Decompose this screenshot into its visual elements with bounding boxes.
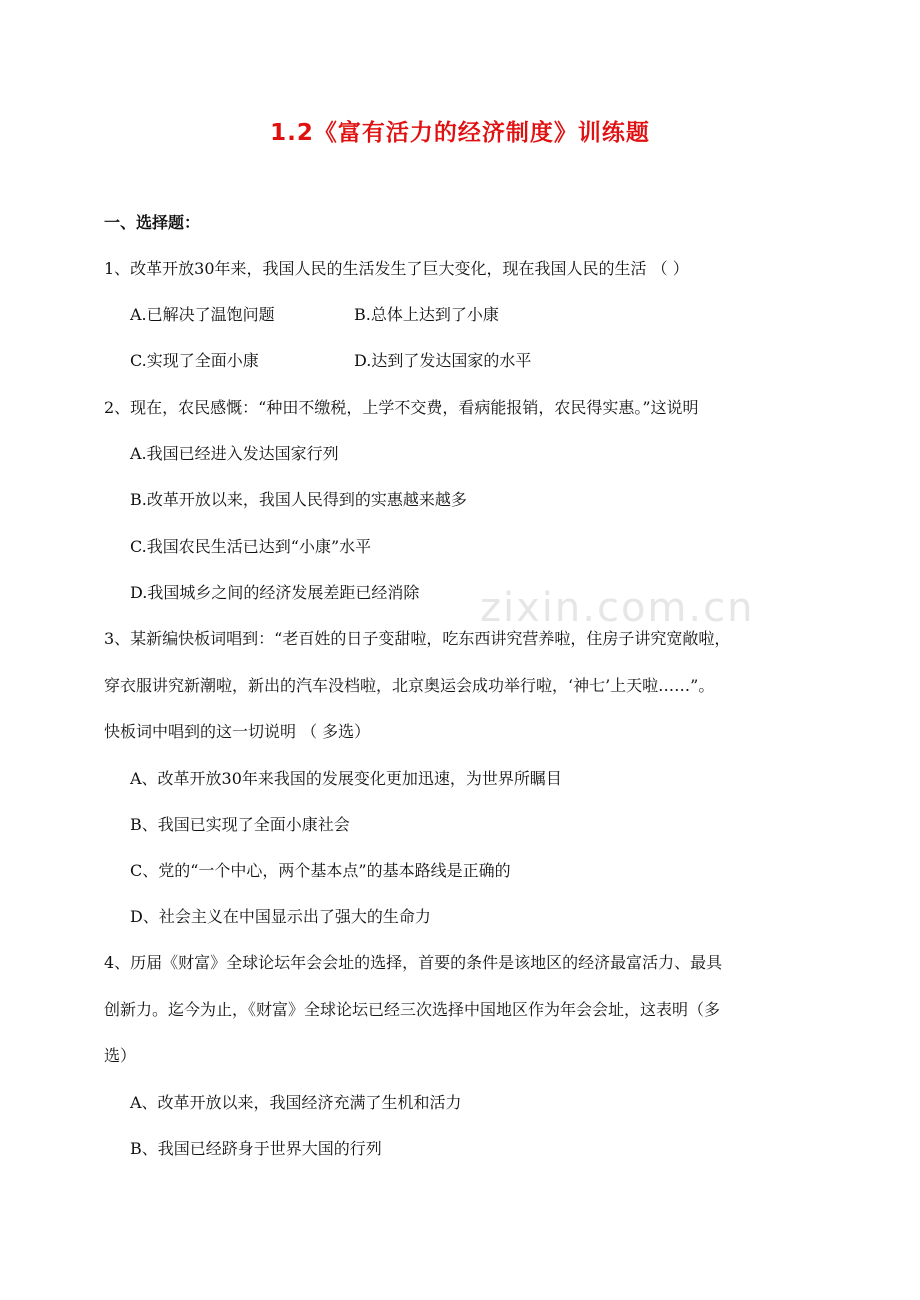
question-1-stem: 1、改革开放30年来，我国人民的生活发生了巨大变化，现在我国人民的生活 （ ） xyxy=(104,259,689,278)
question-4-stem-line-2: 创新力。迄今为止，《财富》全球论坛已经三次选择中国地区作为年会会址，这表明（多 xyxy=(104,1000,721,1019)
question-1-options-row-2 xyxy=(130,349,850,373)
question-2-option-b: B.改革开放以来，我国人民得到的实惠越来越多 xyxy=(130,490,467,509)
question-2-option-a: A.我国已经进入发达国家行列 xyxy=(130,444,339,463)
question-4-option-a: A、改革开放以来，我国经济充满了生机和活力 xyxy=(130,1093,462,1112)
question-3-stem-line-3: 快板词中唱到的这一切说明 （ 多选） xyxy=(104,722,371,741)
document-title: 1.2《富有活力的经济制度》训练题 xyxy=(270,120,650,146)
question-4-option-b: B、我国已经跻身于世界大国的行列 xyxy=(130,1139,382,1158)
section-heading: 一、选择题： xyxy=(104,213,201,232)
question-1-option-a: A.已解决了温饱问题 xyxy=(130,305,275,324)
watermark: zixin.com.cn xyxy=(480,585,755,631)
question-2-option-c: C.我国农民生活已达到“小康”水平 xyxy=(130,537,372,556)
question-3-stem-line-1: 3、某新编快板词唱到：“老百姓的日子变甜啦，吃东西讲究营养啦，住房子讲究宽敞啦， xyxy=(104,629,731,648)
question-1-option-d: D.达到了发达国家的水平 xyxy=(354,351,532,370)
question-1-options-row-1 xyxy=(130,303,850,327)
question-1-option-c: C.实现了全面小康 xyxy=(130,351,259,370)
question-3-stem-line-2: 穿衣服讲究新潮啦，新出的汽车没档啦，北京奥运会成功举行啦，‘神七’上天啦……”。 xyxy=(104,676,715,695)
question-3-option-a: A、改革开放30年来我国的发展变化更加迅速，为世界所瞩目 xyxy=(130,769,562,788)
question-2-stem: 2、现在，农民感慨：“种田不缴税，上学不交费，看病能报销，农民得实惠。”这说明 xyxy=(104,398,699,417)
question-4-stem-line-1: 4、历届《财富》全球论坛年会会址的选择，首要的条件是该地区的经济最富活力、最具 xyxy=(104,953,723,972)
question-2-option-d: D.我国城乡之间的经济发展差距已经消除 xyxy=(130,583,420,602)
question-3-option-c: C、党的“一个中心，两个基本点”的基本路线是正确的 xyxy=(130,861,511,880)
question-4-stem-line-3: 选） xyxy=(104,1046,137,1065)
question-3-option-b: B、我国已实现了全面小康社会 xyxy=(130,815,350,834)
question-3-option-d: D、社会主义在中国显示出了强大的生命力 xyxy=(130,907,431,926)
question-1-option-b: B.总体上达到了小康 xyxy=(354,305,499,324)
